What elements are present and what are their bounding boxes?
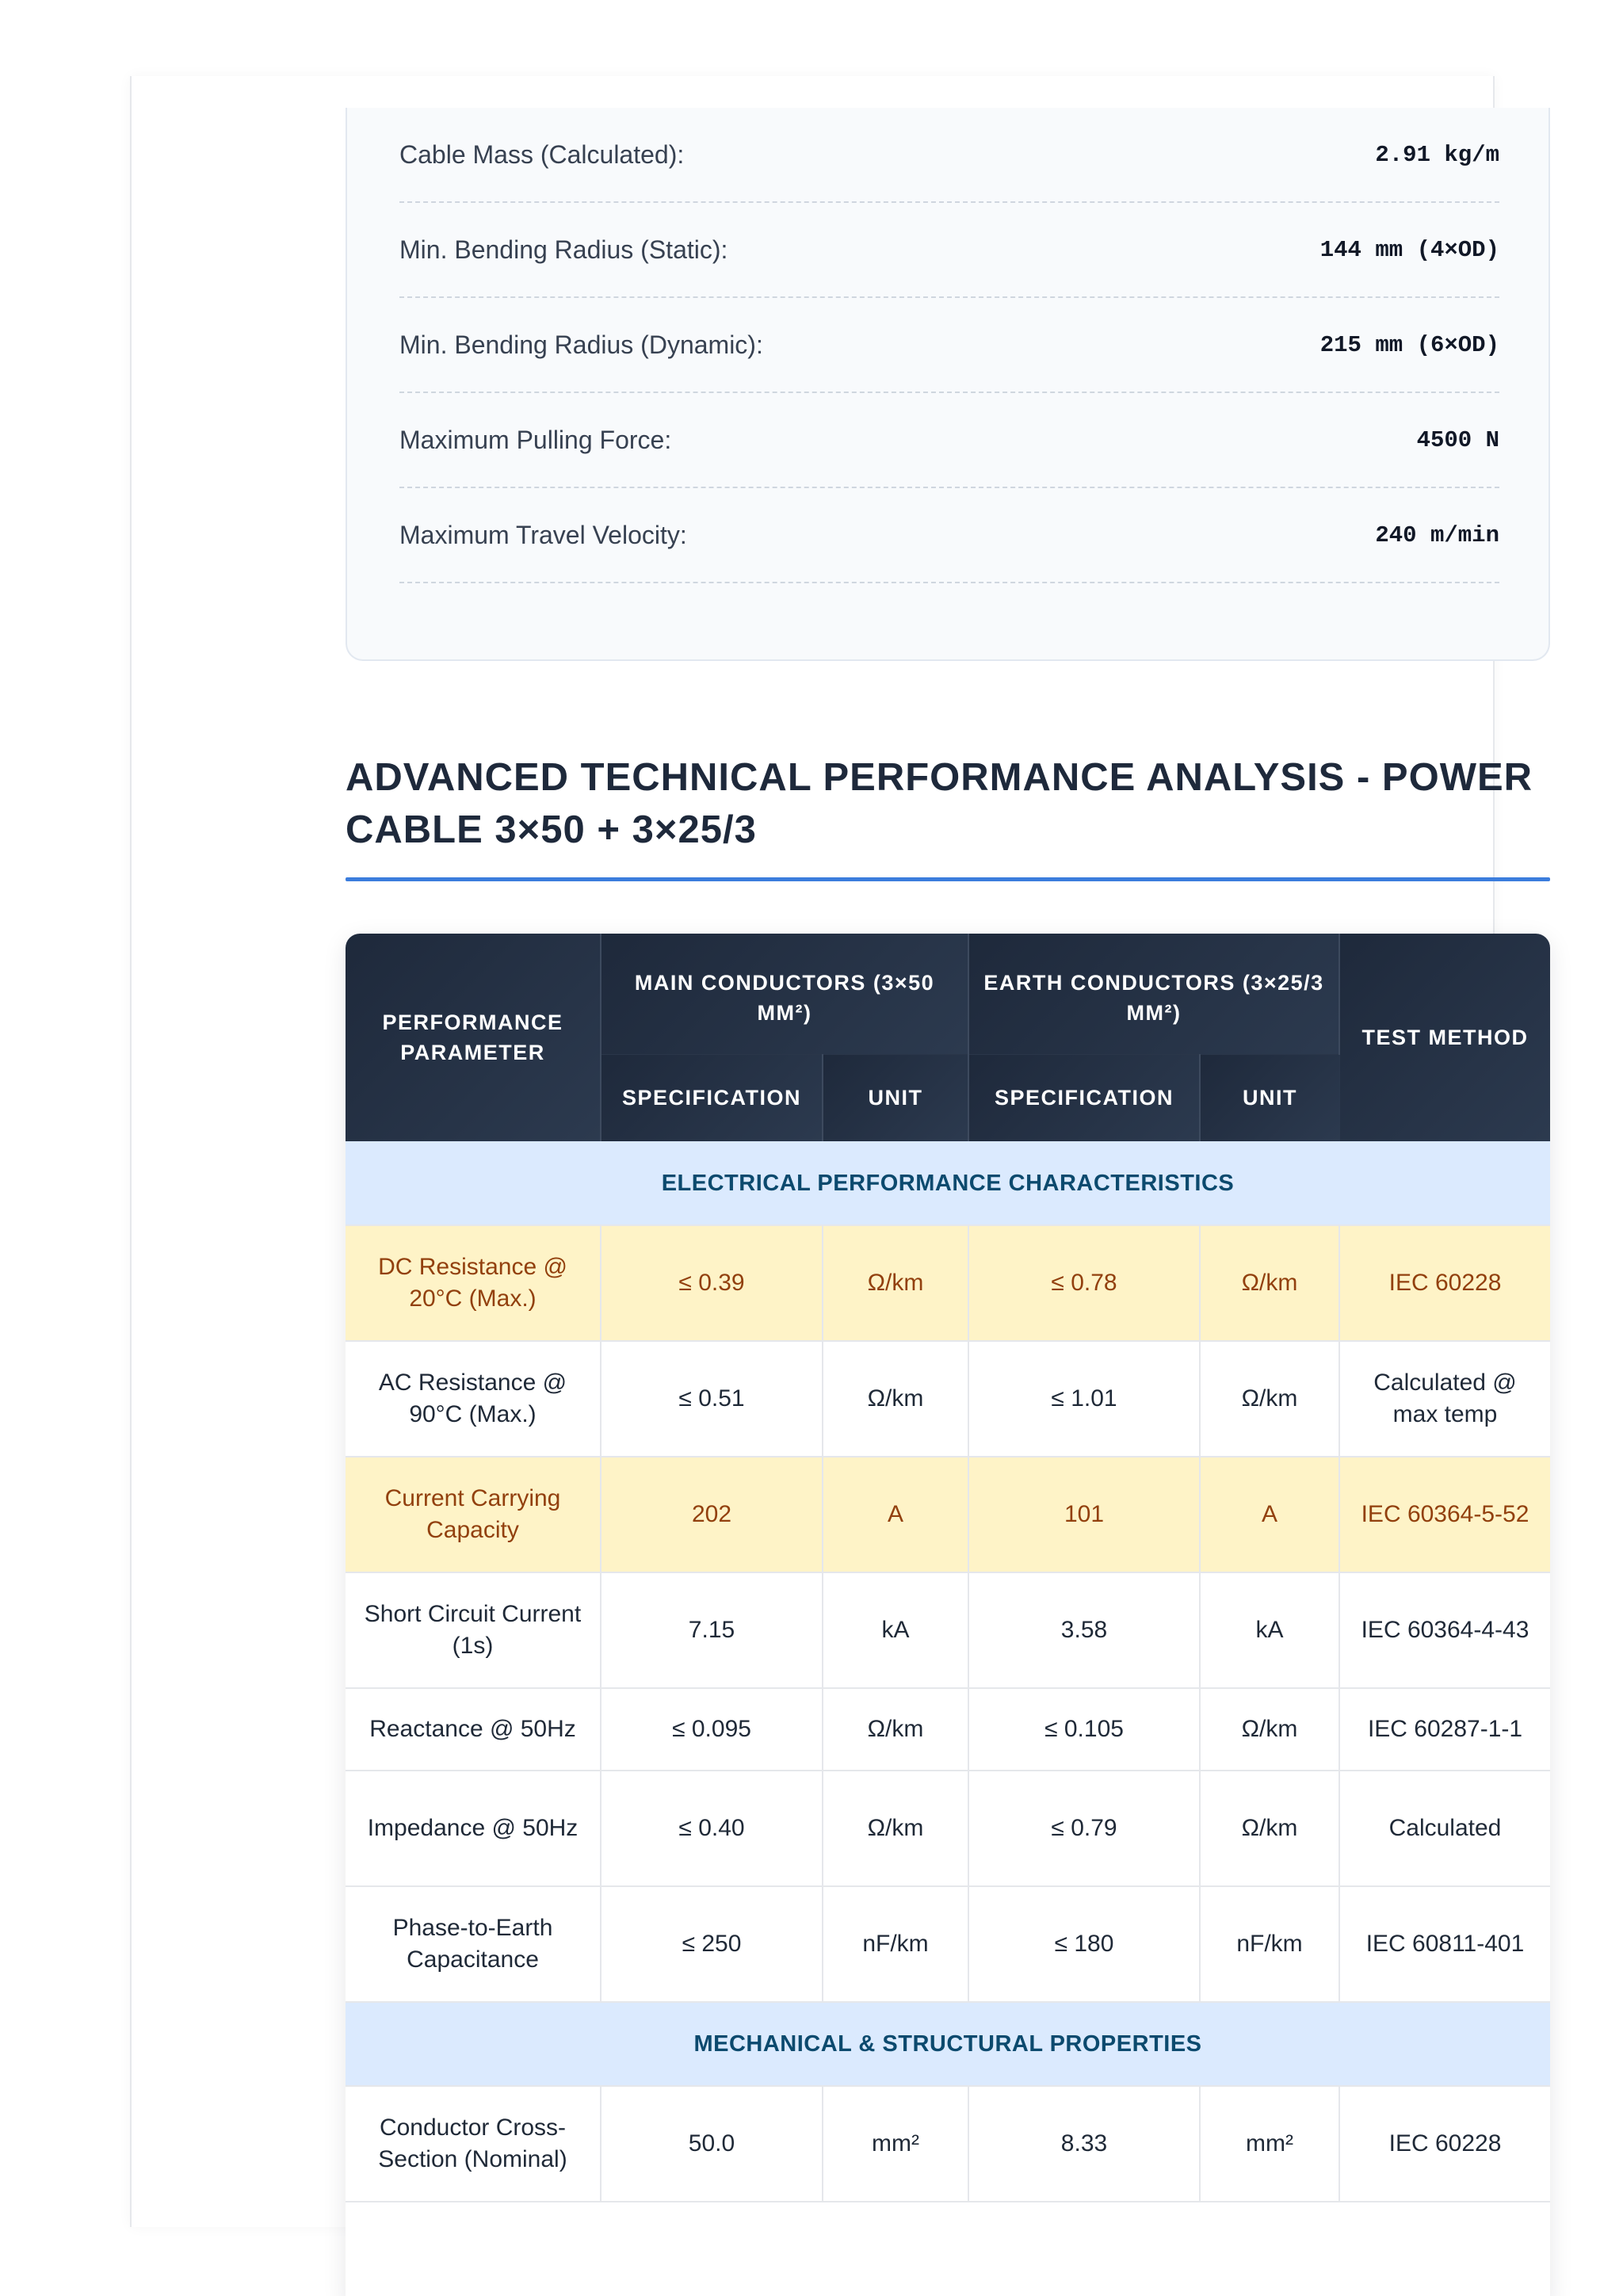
- cell-main-spec: ≤ 0.39: [601, 1225, 823, 1341]
- document-page: [130, 76, 1533, 2227]
- cell-parameter: Conductor Cross-Section (Nominal): [346, 2086, 601, 2202]
- property-value: 240 m/min: [1375, 521, 1499, 548]
- cell-test-method: IEC 60364-4-43: [1339, 1572, 1550, 1688]
- category-label: ELECTRICAL PERFORMANCE CHARACTERISTICS: [346, 1141, 1550, 1225]
- cell-parameter: Short Circuit Current (1s): [346, 1572, 601, 1688]
- cell-parameter: AC Resistance @ 90°C (Max.): [346, 1341, 601, 1457]
- cell-test-method: IEC 60364-5-52: [1339, 1457, 1550, 1572]
- cell-main-spec: 7.15: [601, 1572, 823, 1688]
- header-test-method: TEST METHOD: [1339, 934, 1550, 1141]
- cell-earth-spec: ≤ 180: [968, 1886, 1200, 2002]
- cell-earth-spec: ≤ 0.79: [968, 1771, 1200, 1886]
- cell-earth-unit: A: [1200, 1457, 1339, 1572]
- table-row: [346, 1457, 1550, 1572]
- cell-main-unit: mm²: [823, 2086, 968, 2202]
- cell-main-spec: 202: [601, 1457, 823, 1572]
- table-row: [346, 1341, 1550, 1457]
- property-label: Maximum Pulling Force:: [399, 425, 672, 454]
- cell-parameter: DC Resistance @ 20°C (Max.): [346, 1225, 601, 1341]
- header-earth-conductors: EARTH CONDUCTORS (3×25/3 MM²): [968, 934, 1339, 1054]
- cell-main-spec: ≤ 0.40: [601, 1771, 823, 1886]
- cell-earth-unit: Ω/km: [1200, 1771, 1339, 1886]
- cell-main-unit: Ω/km: [823, 1771, 968, 1886]
- header-main-unit: UNIT: [823, 1054, 968, 1141]
- cell-test-method: Calculated @ max temp: [1339, 1341, 1550, 1457]
- cell-parameter: Current Carrying Capacity: [346, 1457, 601, 1572]
- cell-test-method: IEC 60287-1-1: [1339, 1688, 1550, 1771]
- cell-earth-spec: 101: [968, 1457, 1200, 1572]
- cell-earth-spec: 3.58: [968, 1572, 1200, 1688]
- cell-parameter: Impedance @ 50Hz: [346, 1771, 601, 1886]
- cell-main-unit: Ω/km: [823, 1341, 968, 1457]
- header-performance-parameter: PERFORMANCE PARAMETER: [346, 934, 601, 1141]
- table-row: [346, 1572, 1550, 1688]
- cell-main-spec: ≤ 250: [601, 1886, 823, 2002]
- property-row-pulling-force: [399, 393, 1499, 488]
- heading-underline: [346, 877, 1550, 881]
- property-row-bending-radius-dynamic: [399, 298, 1499, 393]
- cell-test-method: IEC 60228: [1339, 1225, 1550, 1341]
- category-label: MECHANICAL & STRUCTURAL PROPERTIES: [346, 2002, 1550, 2086]
- cell-parameter: Phase-to-Earth Capacitance: [346, 1886, 601, 2002]
- performance-table-container: [346, 934, 1550, 2296]
- cell-test-method: IEC 60228: [1339, 2086, 1550, 2202]
- cell-earth-unit: Ω/km: [1200, 1225, 1339, 1341]
- cell-main-unit: A: [823, 1457, 968, 1572]
- cell-earth-unit: Ω/km: [1200, 1688, 1339, 1771]
- cell-earth-spec: ≤ 1.01: [968, 1341, 1200, 1457]
- cell-parameter: Reactance @ 50Hz: [346, 1688, 601, 1771]
- cell-main-unit: Ω/km: [823, 1225, 968, 1341]
- property-row-travel-velocity: [399, 488, 1499, 583]
- cell-earth-spec: 8.33: [968, 2086, 1200, 2202]
- cell-main-unit: Ω/km: [823, 1688, 968, 1771]
- property-label: Min. Bending Radius (Dynamic):: [399, 330, 763, 359]
- property-label: Cable Mass (Calculated):: [399, 139, 685, 169]
- table-row: [346, 2086, 1550, 2202]
- property-label: Maximum Travel Velocity:: [399, 520, 687, 549]
- table-row: [346, 1225, 1550, 1341]
- cell-earth-unit: mm²: [1200, 2086, 1339, 2202]
- cell-earth-unit: nF/km: [1200, 1886, 1339, 2002]
- property-value: 144 mm (4×OD): [1319, 236, 1499, 263]
- cell-earth-spec: ≤ 0.105: [968, 1688, 1200, 1771]
- header-earth-specification: SPECIFICATION: [968, 1054, 1200, 1141]
- header-earth-unit: UNIT: [1200, 1054, 1339, 1141]
- table-row: [346, 1886, 1550, 2002]
- section-heading: ADVANCED TECHNICAL PERFORMANCE ANALYSIS - POWER CABLE 3×50 + 3×25/3: [346, 756, 1533, 851]
- header-main-specification: SPECIFICATION: [601, 1054, 823, 1141]
- table-row: [346, 1771, 1550, 1886]
- cable-properties-card: [346, 108, 1550, 661]
- cell-main-unit: kA: [823, 1572, 968, 1688]
- cell-earth-spec: ≤ 0.78: [968, 1225, 1200, 1341]
- property-value: 4500 N: [1416, 426, 1499, 453]
- performance-table: [346, 934, 1550, 2202]
- cell-main-spec: 50.0: [601, 2086, 823, 2202]
- property-label: Min. Bending Radius (Static):: [399, 235, 728, 264]
- header-main-conductors: MAIN CONDUCTORS (3×50 MM²): [601, 934, 968, 1054]
- cell-main-spec: ≤ 0.095: [601, 1688, 823, 1771]
- category-row-mechanical: [346, 2002, 1550, 2086]
- cell-earth-unit: kA: [1200, 1572, 1339, 1688]
- table-row: [346, 1688, 1550, 1771]
- cell-test-method: Calculated: [1339, 1771, 1550, 1886]
- property-row-cable-mass: [399, 108, 1499, 203]
- cell-main-unit: nF/km: [823, 1886, 968, 2002]
- cell-earth-unit: Ω/km: [1200, 1341, 1339, 1457]
- cell-test-method: IEC 60811-401: [1339, 1886, 1550, 2002]
- cell-main-spec: ≤ 0.51: [601, 1341, 823, 1457]
- category-row-electrical: [346, 1141, 1550, 1225]
- property-value: 2.91 kg/m: [1375, 141, 1499, 168]
- property-row-bending-radius-static: [399, 203, 1499, 298]
- property-value: 215 mm (6×OD): [1319, 331, 1499, 358]
